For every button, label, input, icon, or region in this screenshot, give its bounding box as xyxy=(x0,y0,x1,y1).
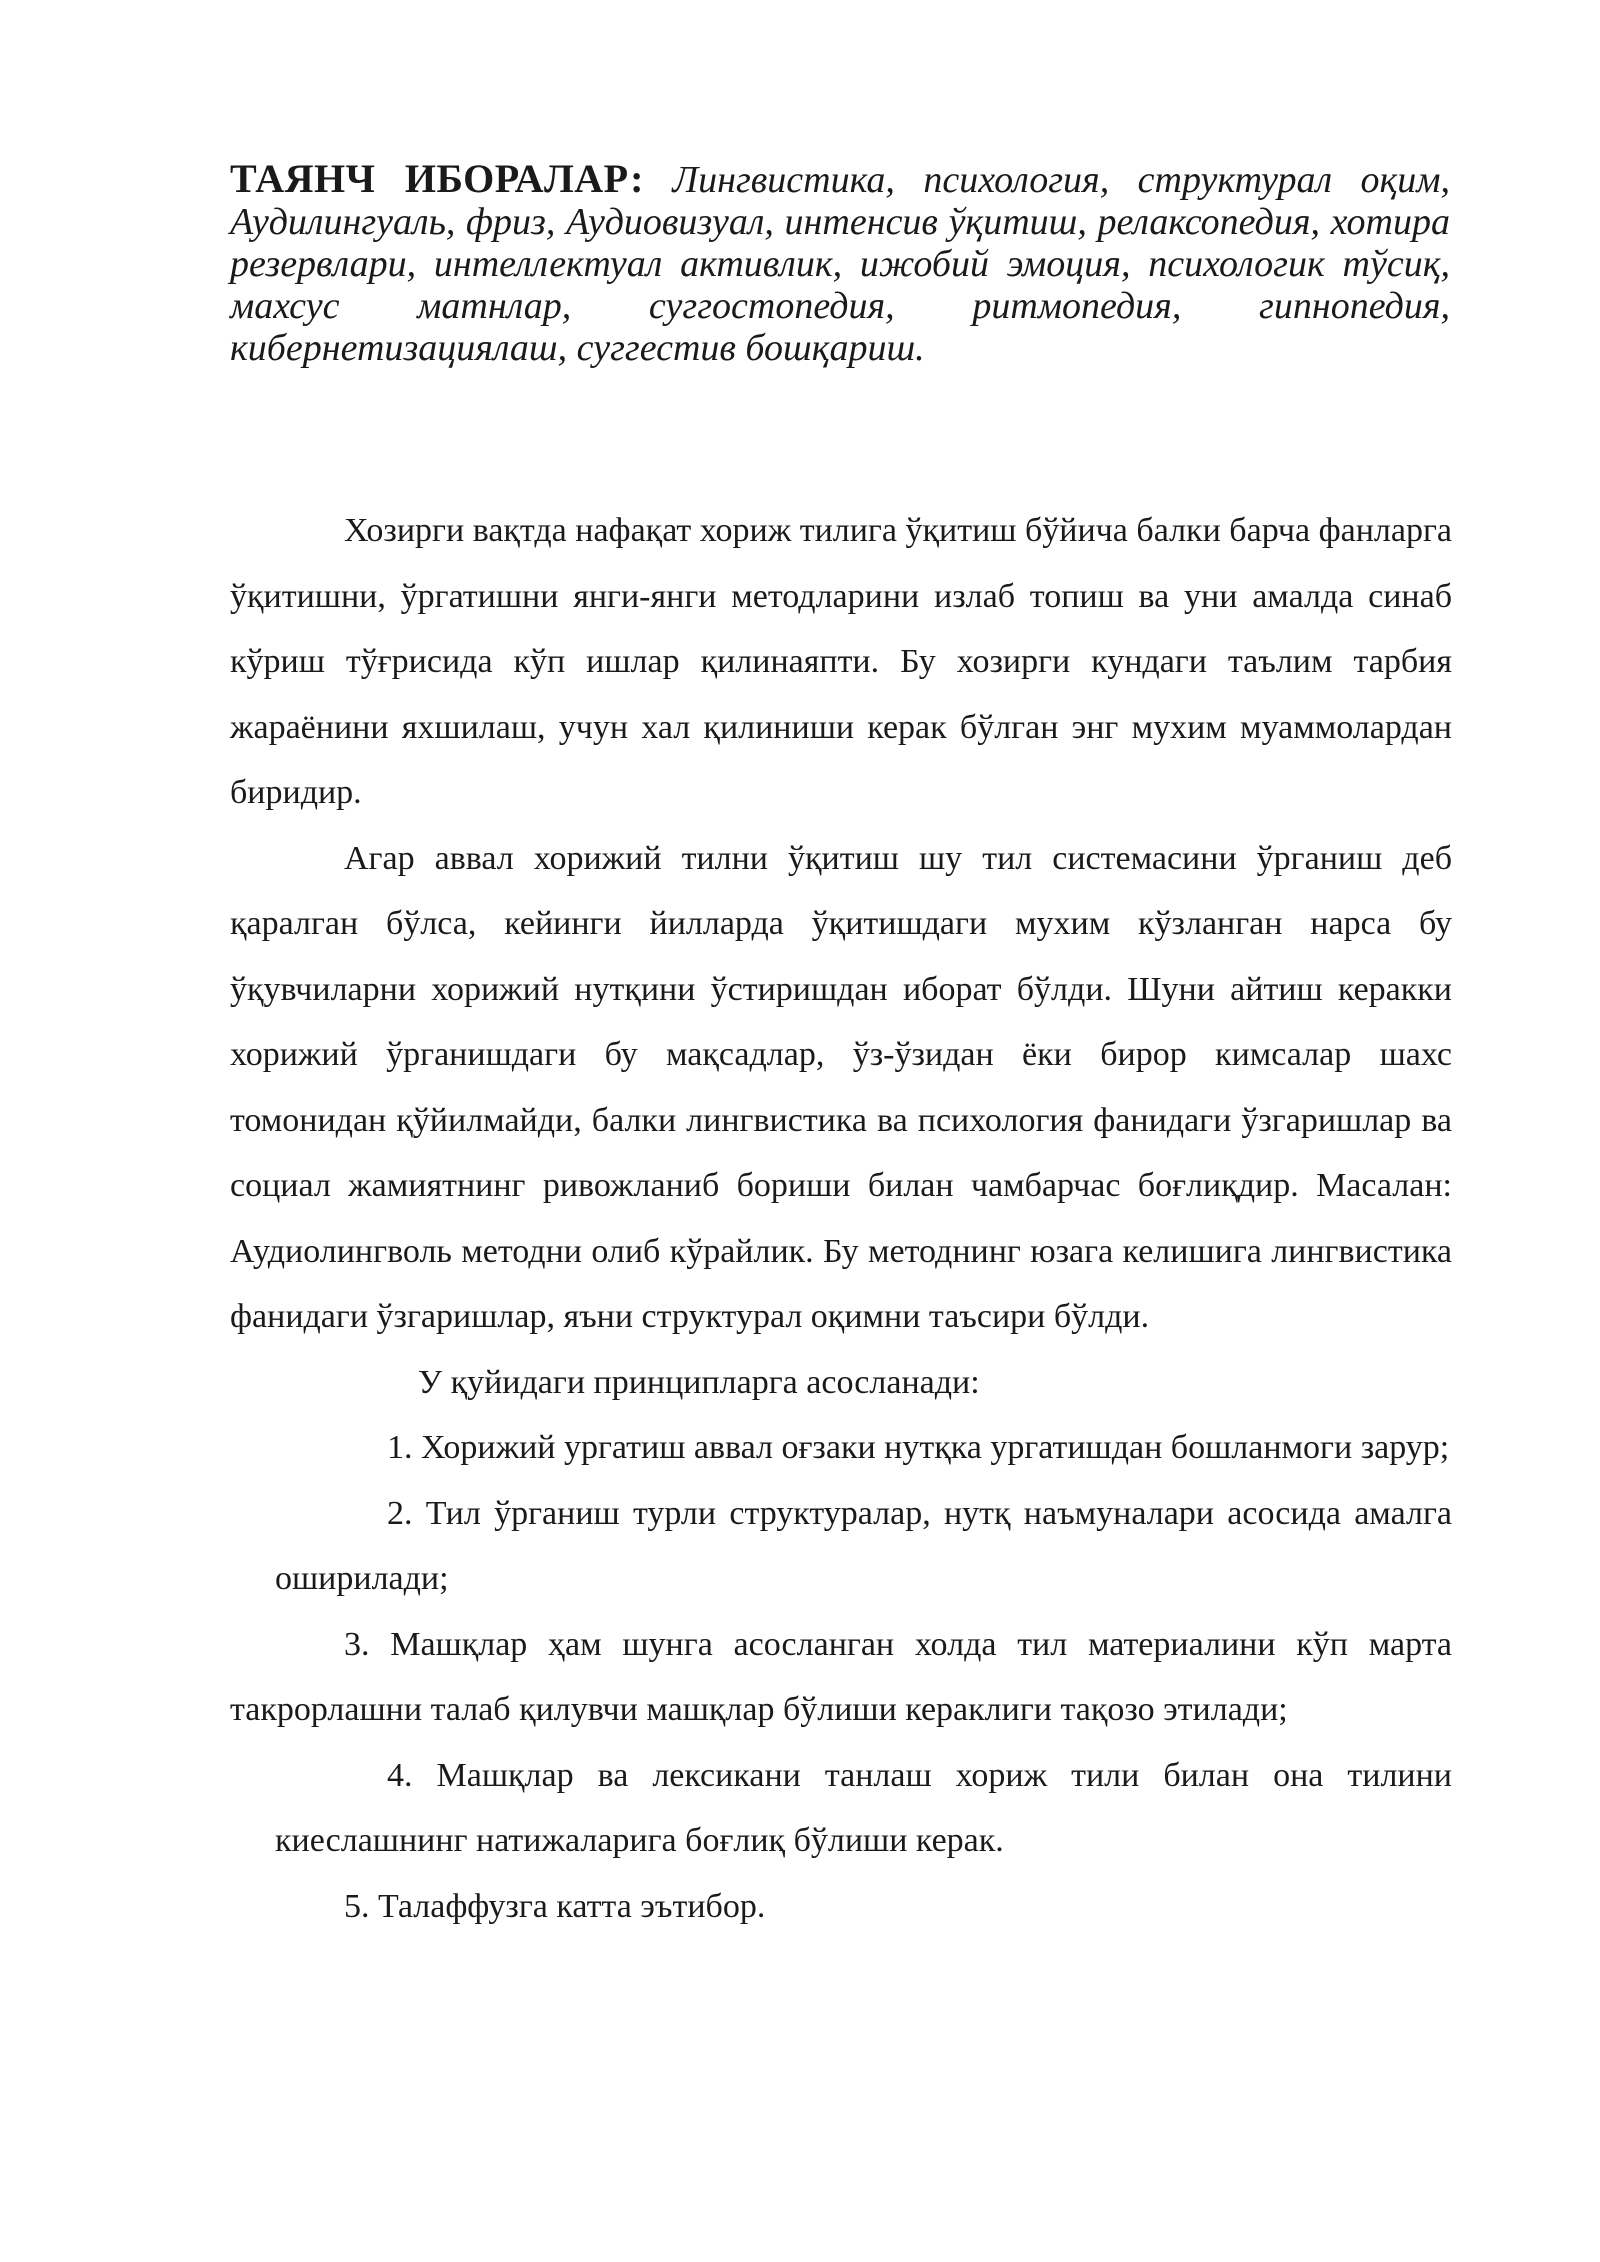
keywords-label: ТАЯНЧ ИБОРАЛАР: xyxy=(230,156,644,201)
body-text xyxy=(230,498,1452,1939)
principle-3: 3. Машқлар ҳам шунга асосланган холда тил материалини кўп марта такрорлашни талаб қилувчи машқлар бўлиши кераклиги тақозо этилади; xyxy=(230,1625,1452,1728)
principle-4: 4. Машқлар ва лексикани танлаш хориж тили билан она тилини киеслашнинг натижаларига боғлиқ бўлиши керак. xyxy=(275,1756,1452,1859)
keywords-block xyxy=(230,158,1450,369)
principle-2: 2. Тил ўрганиш турли структуралар, нутқ наъмуналари асосида амалга оширилади; xyxy=(275,1494,1452,1597)
principles-intro: У қуйидаги принципларга асосланади: xyxy=(418,1363,980,1401)
principle-1: 1. Хорижий ургатиш аввал оғзаки нутқка ургатишдан бошланмоги зарур; xyxy=(387,1429,1450,1466)
keywords-text: Лингвистика, психология, структурал оқим, Аудилингуаль, фриз, Аудиовизуал, интенсив ўқитиш, релаксопедия, хотира резервлари, интеллектуал активлик, ижобий эмоция, психологик тўсиқ, махсус матнлар, суггостопедия, ритмопедия, гипнопедия, кибернетизациялаш, суггестив бошқариш. xyxy=(230,159,1451,369)
paragraph-2: Агар аввал хорижий тилни ўқитиш шу тил системасини ўрганиш деб қаралган бўлса, кейинги йилларда ўқитишдаги мухим кўзланган нарса бу ўқувчиларни хорижий нутқини ўстиришдан иборат бўлди. Шуни айтиш керакки хорижий ўрганишдаги бу мақсадлар, ўз-ўзидан ёки бирор кимсалар шахс томонидан қўйилмайди, балки лингвистика ва психология фанидаги ўзгаришлар ва социал жамиятнинг ривожланиб бориши билан чамбарчас боғлиқдир. Масалан: Аудиолингволь методни олиб кўрайлик. Бу методнинг юзага келишига лингвистика фанидаги ўзгаришлар, яъни структурал оқимни таъсири бўлди. xyxy=(230,839,1452,1335)
principle-5: 5. Талаффузга катта эътибор. xyxy=(344,1887,766,1925)
paragraph-1: Хозирги вақтда нафақат хориж тилига ўқитиш бўйича балки барча фанларга ўқитишни, ўргатишни янги-янги методларини излаб топиш ва уни амалда синаб кўриш тўғрисида кўп ишлар қилинаяпти. Бу хозирги кундаги таълим тарбия жараёнини яхшилаш, учун хал қилиниши керак бўлган энг мухим муаммолардан биридир. xyxy=(230,512,1452,811)
